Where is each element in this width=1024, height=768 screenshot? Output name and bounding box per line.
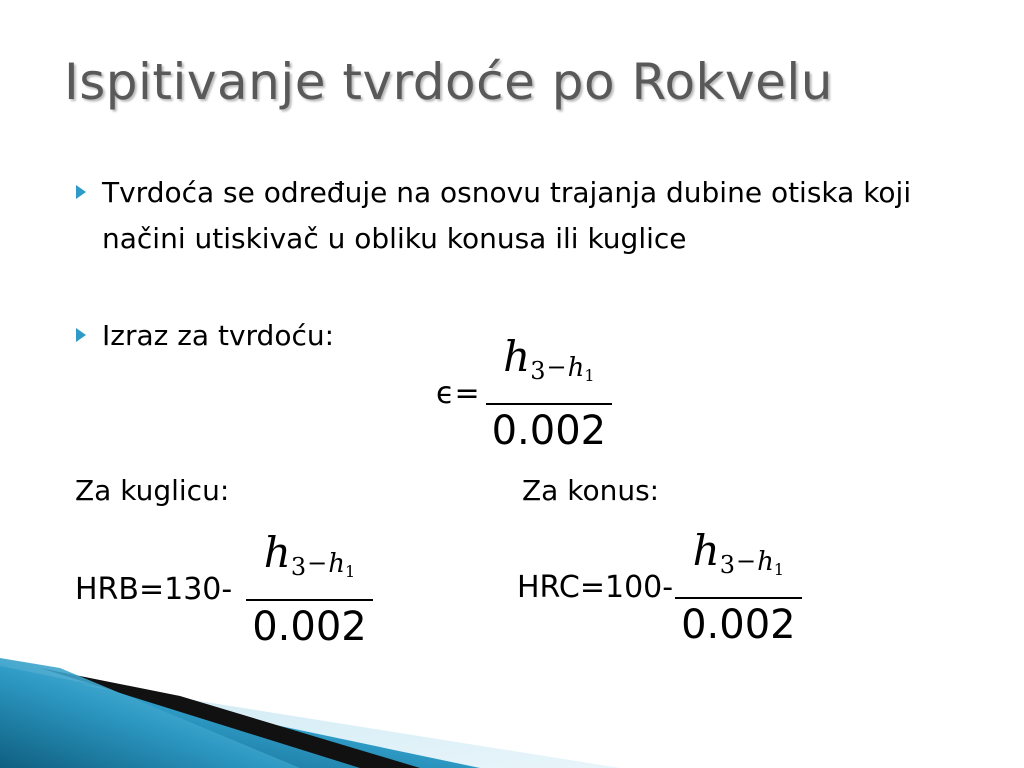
main-formula-fraction <box>486 330 613 457</box>
hrb-formula-fraction <box>246 526 373 653</box>
hrc-formula-denominator: 0.002 <box>681 602 796 648</box>
slide-title: Ispitivanje tvrdoće po Rokvelu <box>64 53 833 111</box>
main-formula <box>436 330 612 457</box>
blue-swoosh-decoration <box>0 638 1024 768</box>
hrb-formula <box>75 526 373 653</box>
triangle-right-icon <box>74 170 102 206</box>
main-formula-numerator: $h_3-h1$ <box>503 332 595 385</box>
hrb-formula-lhs: HRB=130- <box>75 572 233 607</box>
triangle-right-icon <box>74 313 102 349</box>
main-formula-denominator: 0.002 <box>491 408 607 454</box>
hrc-formula-lhs: HRC=100- <box>517 570 674 605</box>
bullet-item-expression <box>74 313 334 359</box>
main-formula-lhs: ϵ= <box>436 376 480 411</box>
bullet-text-expression: Izraz za tvrdoću: <box>102 319 335 352</box>
hrc-formula-numerator: $h_3-h1$ <box>692 526 785 579</box>
hrb-formula-denominator: 0.002 <box>252 604 367 650</box>
bullet-text-definition: Tvrdoća se određuje na osnovu trajanja dubine otiska koji načini utiskivač u obliku konusa ili kuglice <box>102 176 912 255</box>
ball-label: Za kuglicu: <box>75 474 230 507</box>
cone-label: Za konus: <box>522 474 660 507</box>
bullet-item-definition <box>74 170 934 262</box>
hrc-formula <box>517 524 802 651</box>
hrb-formula-numerator: $h_3-h1$ <box>263 528 356 581</box>
hrc-formula-fraction <box>675 524 802 651</box>
